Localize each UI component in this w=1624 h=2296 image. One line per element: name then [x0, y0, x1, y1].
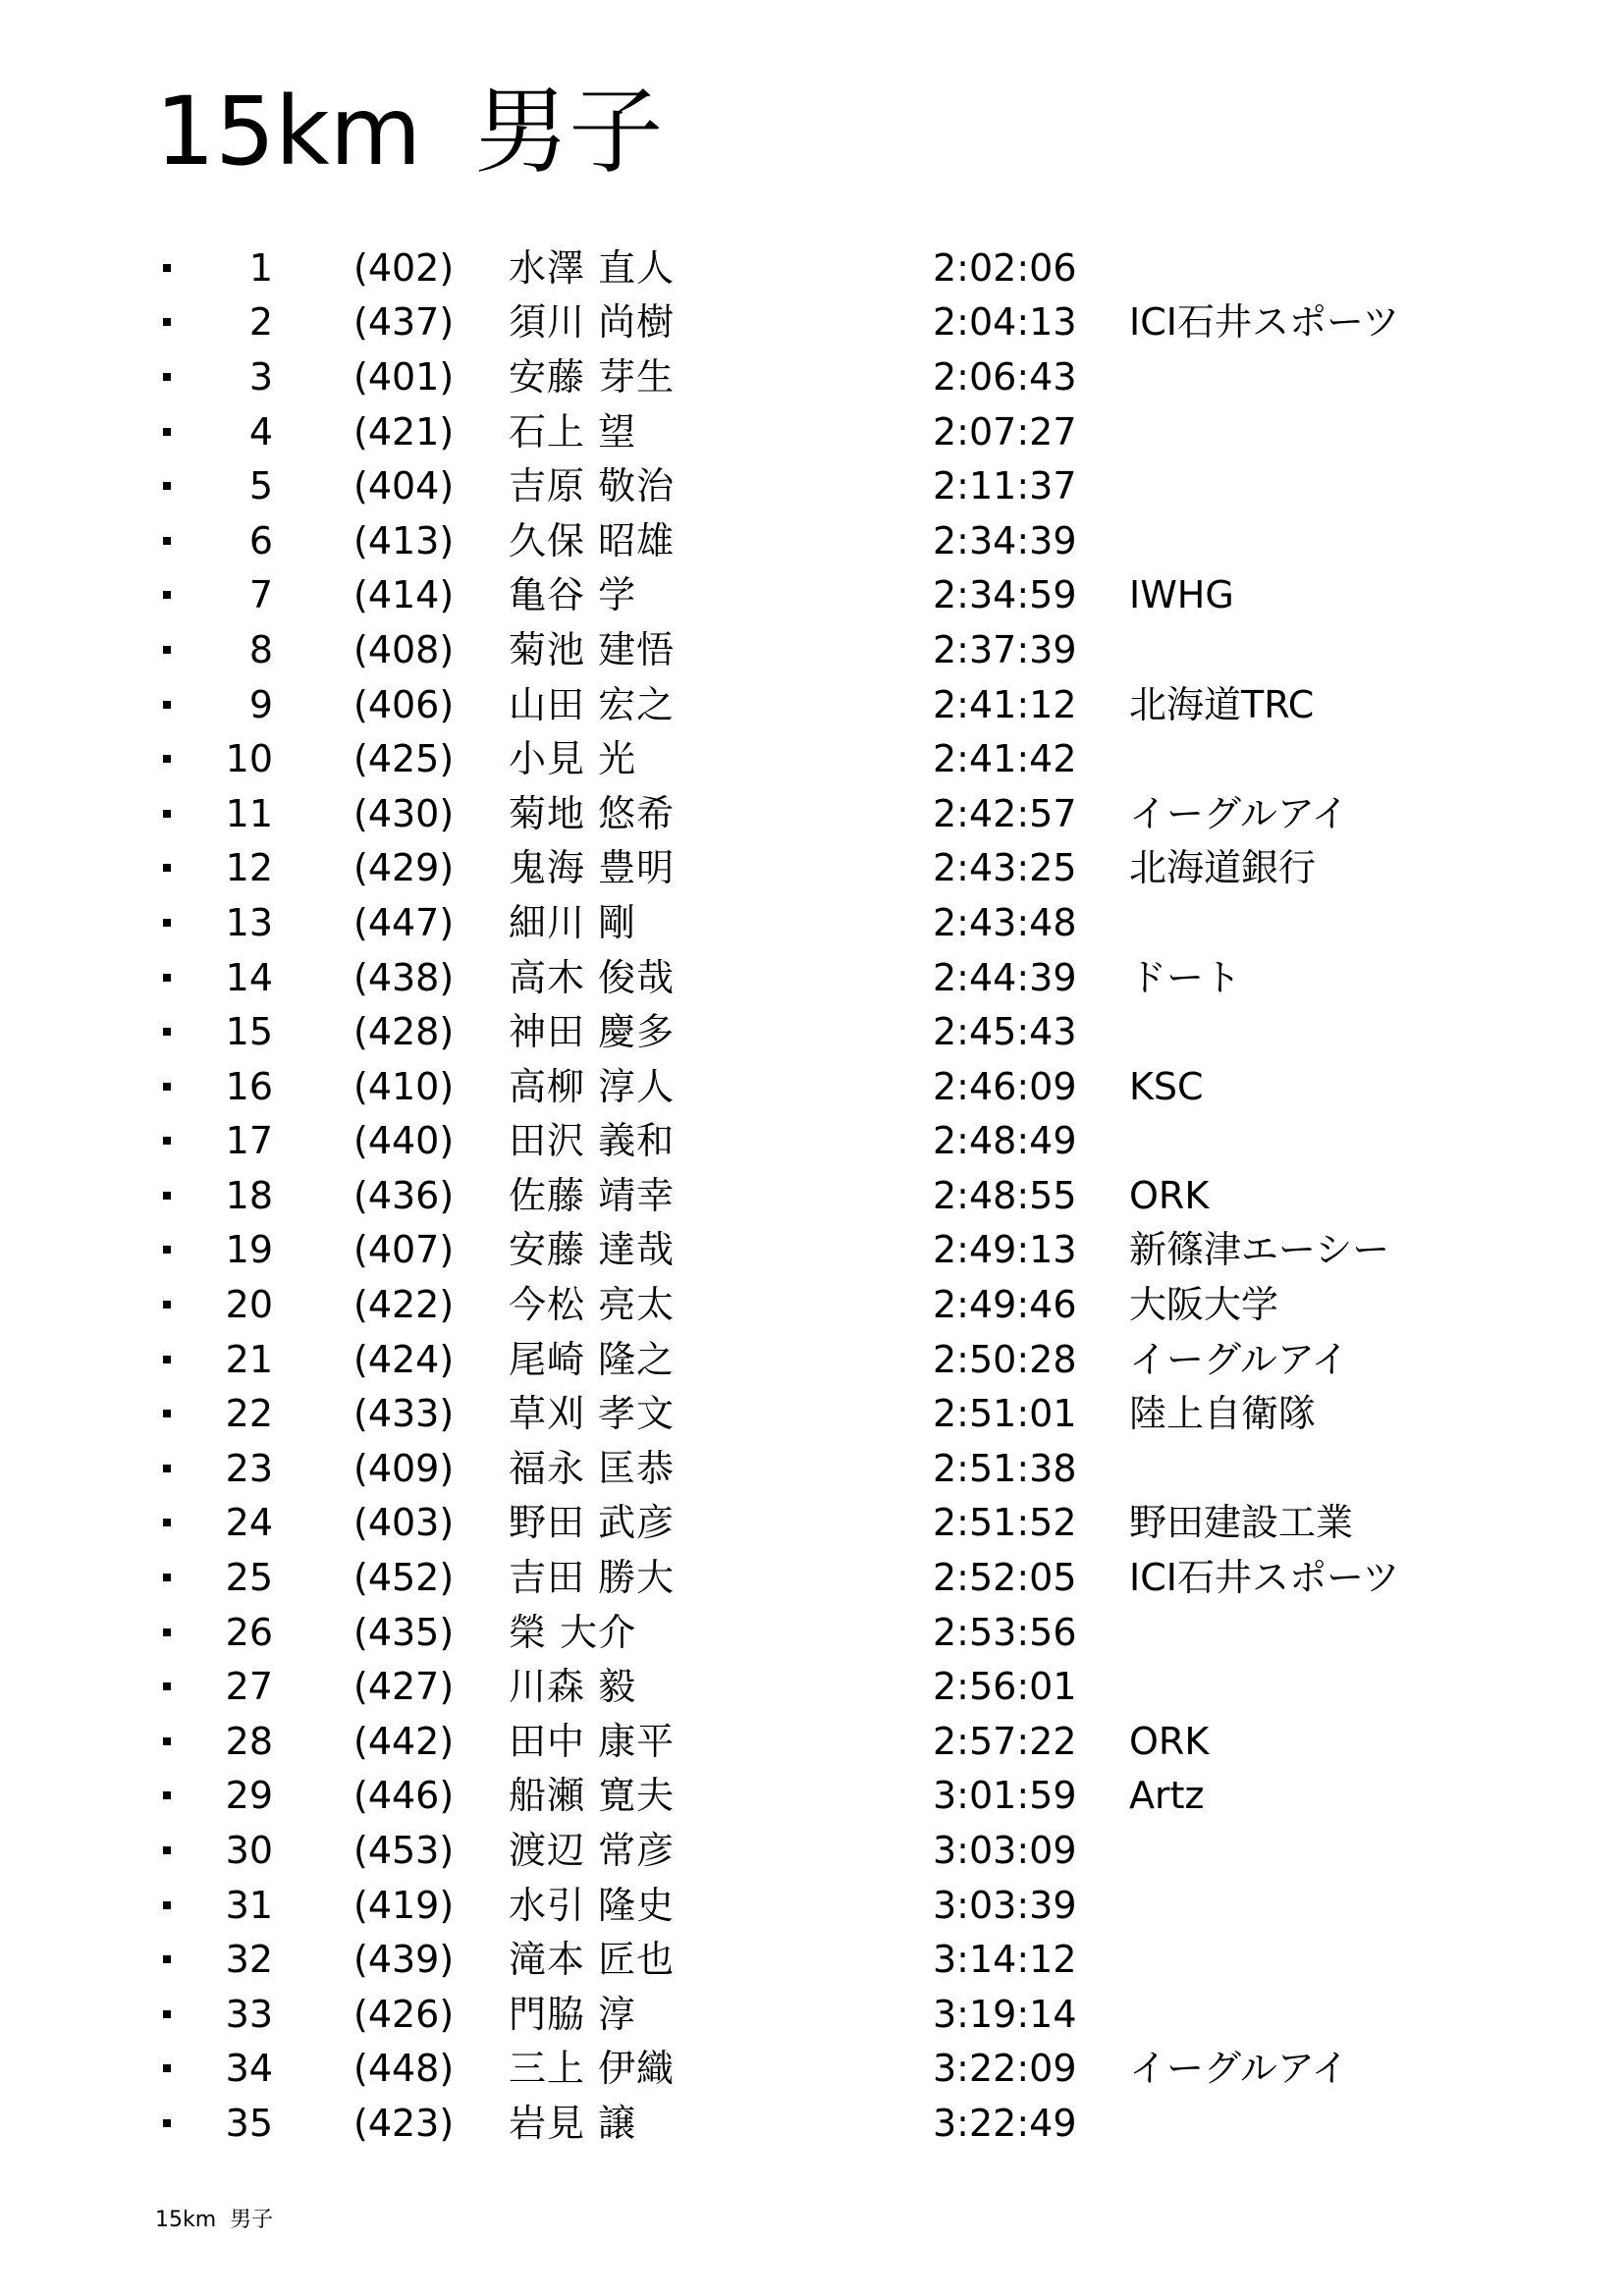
page-title — [155, 77, 664, 187]
result-rank: 12 — [225, 846, 273, 890]
result-bib-number: (414) — [353, 573, 455, 617]
result-rank: 13 — [225, 900, 273, 944]
result-row — [0, 895, 1624, 950]
result-row — [0, 1987, 1624, 2042]
result-club: ドート — [1129, 955, 1242, 999]
result-runner-name: 吉田 勝大 — [509, 1556, 676, 1600]
bullet-icon — [163, 1901, 171, 1909]
result-rank: 23 — [225, 1446, 273, 1490]
bullet-icon — [163, 1137, 171, 1145]
result-runner-name: 鬼海 豊明 — [509, 846, 676, 890]
result-club: IWHG — [1129, 573, 1234, 617]
bullet-icon — [163, 974, 171, 982]
result-finish-time: 2:41:42 — [933, 737, 1077, 781]
result-finish-time: 2:34:39 — [933, 518, 1077, 562]
result-runner-name: 神田 慶多 — [509, 1010, 676, 1054]
result-finish-time: 2:42:57 — [933, 791, 1077, 835]
result-rank: 30 — [225, 1829, 273, 1873]
result-bib-number: (438) — [353, 955, 455, 999]
bullet-icon — [163, 864, 171, 872]
result-bib-number: (429) — [353, 846, 455, 890]
result-bib-number: (436) — [353, 1173, 455, 1217]
page-footer — [155, 2203, 273, 2233]
result-rank: 34 — [225, 2047, 273, 2091]
result-finish-time: 2:07:27 — [933, 409, 1077, 454]
result-rank: 31 — [225, 1883, 273, 1927]
result-row — [0, 841, 1624, 896]
result-club: 北海道銀行 — [1129, 846, 1317, 890]
bullet-icon — [163, 1737, 171, 1745]
result-club: 大阪大学 — [1129, 1283, 1279, 1327]
bullet-icon — [163, 373, 171, 381]
result-row — [0, 1605, 1624, 1660]
result-runner-name: 水澤 直人 — [509, 245, 676, 290]
result-row — [0, 240, 1624, 295]
result-bib-number: (452) — [353, 1556, 455, 1600]
result-rank: 2 — [248, 300, 273, 345]
result-bib-number: (410) — [353, 1064, 455, 1108]
result-row — [0, 677, 1624, 732]
result-runner-name: 佐藤 靖幸 — [509, 1173, 676, 1217]
result-row — [0, 1223, 1624, 1278]
result-club: 野田建設工業 — [1129, 1501, 1354, 1545]
result-runner-name: 船瀬 寛夫 — [509, 1774, 676, 1818]
result-runner-name: 小見 光 — [509, 737, 637, 781]
result-finish-time: 2:51:52 — [933, 1501, 1077, 1545]
result-finish-time: 2:43:25 — [933, 846, 1077, 890]
result-finish-time: 2:37:39 — [933, 627, 1077, 671]
result-runner-name: 細川 剛 — [509, 900, 637, 944]
bullet-icon — [163, 646, 171, 654]
result-rank: 10 — [225, 737, 273, 781]
bullet-icon — [163, 264, 171, 272]
result-finish-time: 3:19:14 — [933, 1992, 1077, 2036]
result-bib-number: (421) — [353, 409, 455, 454]
bullet-icon — [163, 1791, 171, 1799]
bullet-icon — [163, 428, 171, 436]
result-finish-time: 2:48:55 — [933, 1173, 1077, 1217]
result-runner-name: 尾崎 隆之 — [509, 1337, 676, 1381]
result-row — [0, 1932, 1624, 1987]
result-row — [0, 1059, 1624, 1114]
result-row — [0, 731, 1624, 786]
result-finish-time: 3:14:12 — [933, 1938, 1077, 1982]
result-finish-time: 3:22:49 — [933, 2101, 1077, 2145]
result-row — [0, 513, 1624, 568]
result-finish-time: 2:06:43 — [933, 354, 1077, 399]
bullet-icon — [163, 810, 171, 818]
title-distance: 15km — [155, 77, 422, 187]
result-runner-name: 山田 宏之 — [509, 682, 676, 726]
result-bib-number: (428) — [353, 1010, 455, 1054]
result-rank: 6 — [248, 518, 273, 562]
result-finish-time: 2:56:01 — [933, 1665, 1077, 1709]
result-row — [0, 1823, 1624, 1878]
bullet-icon — [163, 1574, 171, 1581]
result-finish-time: 2:50:28 — [933, 1337, 1077, 1381]
result-runner-name: 滝本 匠也 — [509, 1938, 676, 1982]
result-bib-number: (404) — [353, 464, 455, 508]
result-row — [0, 458, 1624, 513]
result-finish-time: 2:45:43 — [933, 1010, 1077, 1054]
result-bib-number: (406) — [353, 682, 455, 726]
result-rank: 21 — [225, 1337, 273, 1381]
result-row — [0, 1550, 1624, 1605]
bullet-icon — [163, 755, 171, 763]
result-rank: 25 — [225, 1556, 273, 1600]
result-runner-name: 田中 康平 — [509, 1719, 676, 1763]
result-row — [0, 1496, 1624, 1551]
result-row — [0, 2042, 1624, 2097]
result-club: ICI石井スポーツ — [1129, 300, 1400, 345]
result-finish-time: 2:46:09 — [933, 1064, 1077, 1108]
result-finish-time: 2:04:13 — [933, 300, 1077, 345]
result-rank: 32 — [225, 1938, 273, 1982]
result-runner-name: 高柳 淳人 — [509, 1064, 676, 1108]
bullet-icon — [163, 1192, 171, 1200]
result-runner-name: 草刈 孝文 — [509, 1392, 676, 1436]
bullet-icon — [163, 1519, 171, 1526]
result-club: 北海道TRC — [1129, 682, 1315, 726]
result-rank: 18 — [225, 1173, 273, 1217]
result-bib-number: (423) — [353, 2101, 455, 2145]
result-rank: 11 — [225, 791, 273, 835]
result-bib-number: (403) — [353, 1501, 455, 1545]
footer-distance: 15km — [155, 2208, 217, 2232]
result-bib-number: (419) — [353, 1883, 455, 1927]
result-row — [0, 622, 1624, 677]
result-finish-time: 2:44:39 — [933, 955, 1077, 999]
result-bib-number: (425) — [353, 737, 455, 781]
result-runner-name: 水引 隆史 — [509, 1883, 676, 1927]
result-row — [0, 295, 1624, 350]
result-finish-time: 3:01:59 — [933, 1774, 1077, 1818]
result-finish-time: 2:53:56 — [933, 1610, 1077, 1654]
result-bib-number: (446) — [353, 1774, 455, 1818]
result-rank: 20 — [225, 1283, 273, 1327]
result-club: ICI石井スポーツ — [1129, 1556, 1400, 1600]
result-row — [0, 1878, 1624, 1933]
result-club: ORK — [1129, 1173, 1210, 1217]
result-bib-number: (401) — [353, 354, 455, 399]
result-bib-number: (407) — [353, 1228, 455, 1272]
result-runner-name: 須川 尚樹 — [509, 300, 676, 345]
result-runner-name: 安藤 達哉 — [509, 1228, 676, 1272]
result-club: 陸上自衛隊 — [1129, 1392, 1317, 1436]
result-runner-name: 三上 伊織 — [509, 2047, 676, 2091]
bullet-icon — [163, 1028, 171, 1036]
result-finish-time: 3:03:39 — [933, 1883, 1077, 1927]
result-bib-number: (413) — [353, 518, 455, 562]
bullet-icon — [163, 919, 171, 927]
result-row — [0, 404, 1624, 459]
result-row — [0, 950, 1624, 1005]
result-bib-number: (440) — [353, 1119, 455, 1163]
result-rank: 8 — [248, 627, 273, 671]
result-row — [0, 2096, 1624, 2151]
result-finish-time: 2:49:46 — [933, 1283, 1077, 1327]
result-bib-number: (427) — [353, 1665, 455, 1709]
result-bib-number: (409) — [353, 1446, 455, 1490]
result-club: Artz — [1129, 1774, 1205, 1818]
result-row — [0, 1114, 1624, 1169]
result-row — [0, 1332, 1624, 1387]
bullet-icon — [163, 318, 171, 326]
result-rank: 19 — [225, 1228, 273, 1272]
bullet-icon — [163, 1246, 171, 1254]
title-category: 男子 — [474, 77, 664, 187]
result-finish-time: 2:41:12 — [933, 682, 1077, 726]
result-runner-name: 石上 望 — [509, 409, 637, 454]
result-club: ORK — [1129, 1719, 1210, 1763]
result-runner-name: 久保 昭雄 — [509, 518, 676, 562]
result-rank: 7 — [248, 573, 273, 617]
result-bib-number: (447) — [353, 900, 455, 944]
bullet-icon — [163, 482, 171, 490]
result-runner-name: 高木 俊哉 — [509, 955, 676, 999]
result-runner-name: 吉原 敬治 — [509, 464, 676, 508]
bullet-icon — [163, 537, 171, 545]
result-runner-name: 渡辺 常彦 — [509, 1829, 676, 1873]
result-bib-number: (435) — [353, 1610, 455, 1654]
result-rank: 14 — [225, 955, 273, 999]
result-row — [0, 1277, 1624, 1332]
bullet-icon — [163, 1846, 171, 1854]
result-rank: 27 — [225, 1665, 273, 1709]
bullet-icon — [163, 1629, 171, 1636]
result-row — [0, 1386, 1624, 1441]
result-row — [0, 1441, 1624, 1496]
result-rank: 24 — [225, 1501, 273, 1545]
result-runner-name: 今松 亮太 — [509, 1283, 676, 1327]
result-rank: 35 — [225, 2101, 273, 2145]
result-row — [0, 568, 1624, 623]
result-row — [0, 1769, 1624, 1824]
result-row — [0, 1714, 1624, 1769]
result-rank: 22 — [225, 1392, 273, 1436]
result-rank: 9 — [248, 682, 273, 726]
result-bib-number: (437) — [353, 300, 455, 345]
result-rank: 16 — [225, 1064, 273, 1108]
result-rank: 17 — [225, 1119, 273, 1163]
result-club: イーグルアイ — [1129, 2047, 1349, 2091]
result-club: イーグルアイ — [1129, 791, 1349, 835]
bullet-icon — [163, 1356, 171, 1363]
bullet-icon — [163, 1083, 171, 1091]
result-runner-name: 菊地 悠希 — [509, 791, 676, 835]
result-runner-name: 亀谷 学 — [509, 573, 637, 617]
result-finish-time: 2:52:05 — [933, 1556, 1077, 1600]
result-finish-time: 2:51:38 — [933, 1446, 1077, 1490]
result-bib-number: (442) — [353, 1719, 455, 1763]
bullet-icon — [163, 2064, 171, 2072]
result-runner-name: 岩見 譲 — [509, 2101, 637, 2145]
result-row — [0, 786, 1624, 841]
result-row — [0, 349, 1624, 404]
bullet-icon — [163, 1955, 171, 1963]
result-runner-name: 榮 大介 — [509, 1610, 637, 1654]
result-bib-number: (439) — [353, 1938, 455, 1982]
result-rank: 4 — [248, 409, 273, 454]
result-bib-number: (408) — [353, 627, 455, 671]
result-club: イーグルアイ — [1129, 1337, 1349, 1381]
result-runner-name: 田沢 義和 — [509, 1119, 676, 1163]
result-bib-number: (453) — [353, 1829, 455, 1873]
result-club: 新篠津エーシー — [1129, 1228, 1390, 1272]
result-runner-name: 野田 武彦 — [509, 1501, 676, 1545]
bullet-icon — [163, 591, 171, 599]
result-rank: 3 — [248, 354, 273, 399]
footer-category: 男子 — [230, 2208, 274, 2232]
result-club: KSC — [1129, 1064, 1204, 1108]
result-runner-name: 川森 毅 — [509, 1665, 637, 1709]
result-rank: 26 — [225, 1610, 273, 1654]
result-bib-number: (433) — [353, 1392, 455, 1436]
bullet-icon — [163, 1465, 171, 1472]
result-bib-number: (422) — [353, 1283, 455, 1327]
bullet-icon — [163, 2010, 171, 2018]
result-finish-time: 2:02:06 — [933, 245, 1077, 290]
result-row — [0, 1168, 1624, 1223]
result-finish-time: 2:49:13 — [933, 1228, 1077, 1272]
result-finish-time: 3:03:09 — [933, 1829, 1077, 1873]
result-rank: 33 — [225, 1992, 273, 2036]
bullet-icon — [163, 1410, 171, 1417]
result-row — [0, 1004, 1624, 1059]
results-list — [0, 240, 1624, 2151]
bullet-icon — [163, 2119, 171, 2127]
bullet-icon — [163, 701, 171, 709]
result-finish-time: 2:48:49 — [933, 1119, 1077, 1163]
result-row — [0, 1659, 1624, 1714]
result-bib-number: (448) — [353, 2047, 455, 2091]
result-finish-time: 2:51:01 — [933, 1392, 1077, 1436]
result-runner-name: 安藤 芽生 — [509, 354, 676, 399]
result-rank: 1 — [248, 245, 273, 290]
result-bib-number: (402) — [353, 245, 455, 290]
result-finish-time: 2:11:37 — [933, 464, 1077, 508]
bullet-icon — [163, 1301, 171, 1308]
result-rank: 29 — [225, 1774, 273, 1818]
result-finish-time: 2:34:59 — [933, 573, 1077, 617]
result-runner-name: 福永 匡恭 — [509, 1446, 676, 1490]
result-finish-time: 2:57:22 — [933, 1719, 1077, 1763]
result-finish-time: 2:43:48 — [933, 900, 1077, 944]
result-rank: 15 — [225, 1010, 273, 1054]
result-bib-number: (430) — [353, 791, 455, 835]
result-runner-name: 門脇 淳 — [509, 1992, 637, 2036]
result-rank: 5 — [248, 464, 273, 508]
result-finish-time: 3:22:09 — [933, 2047, 1077, 2091]
bullet-icon — [163, 1682, 171, 1690]
result-bib-number: (426) — [353, 1992, 455, 2036]
result-rank: 28 — [225, 1719, 273, 1763]
result-runner-name: 菊池 建悟 — [509, 627, 676, 671]
result-bib-number: (424) — [353, 1337, 455, 1381]
